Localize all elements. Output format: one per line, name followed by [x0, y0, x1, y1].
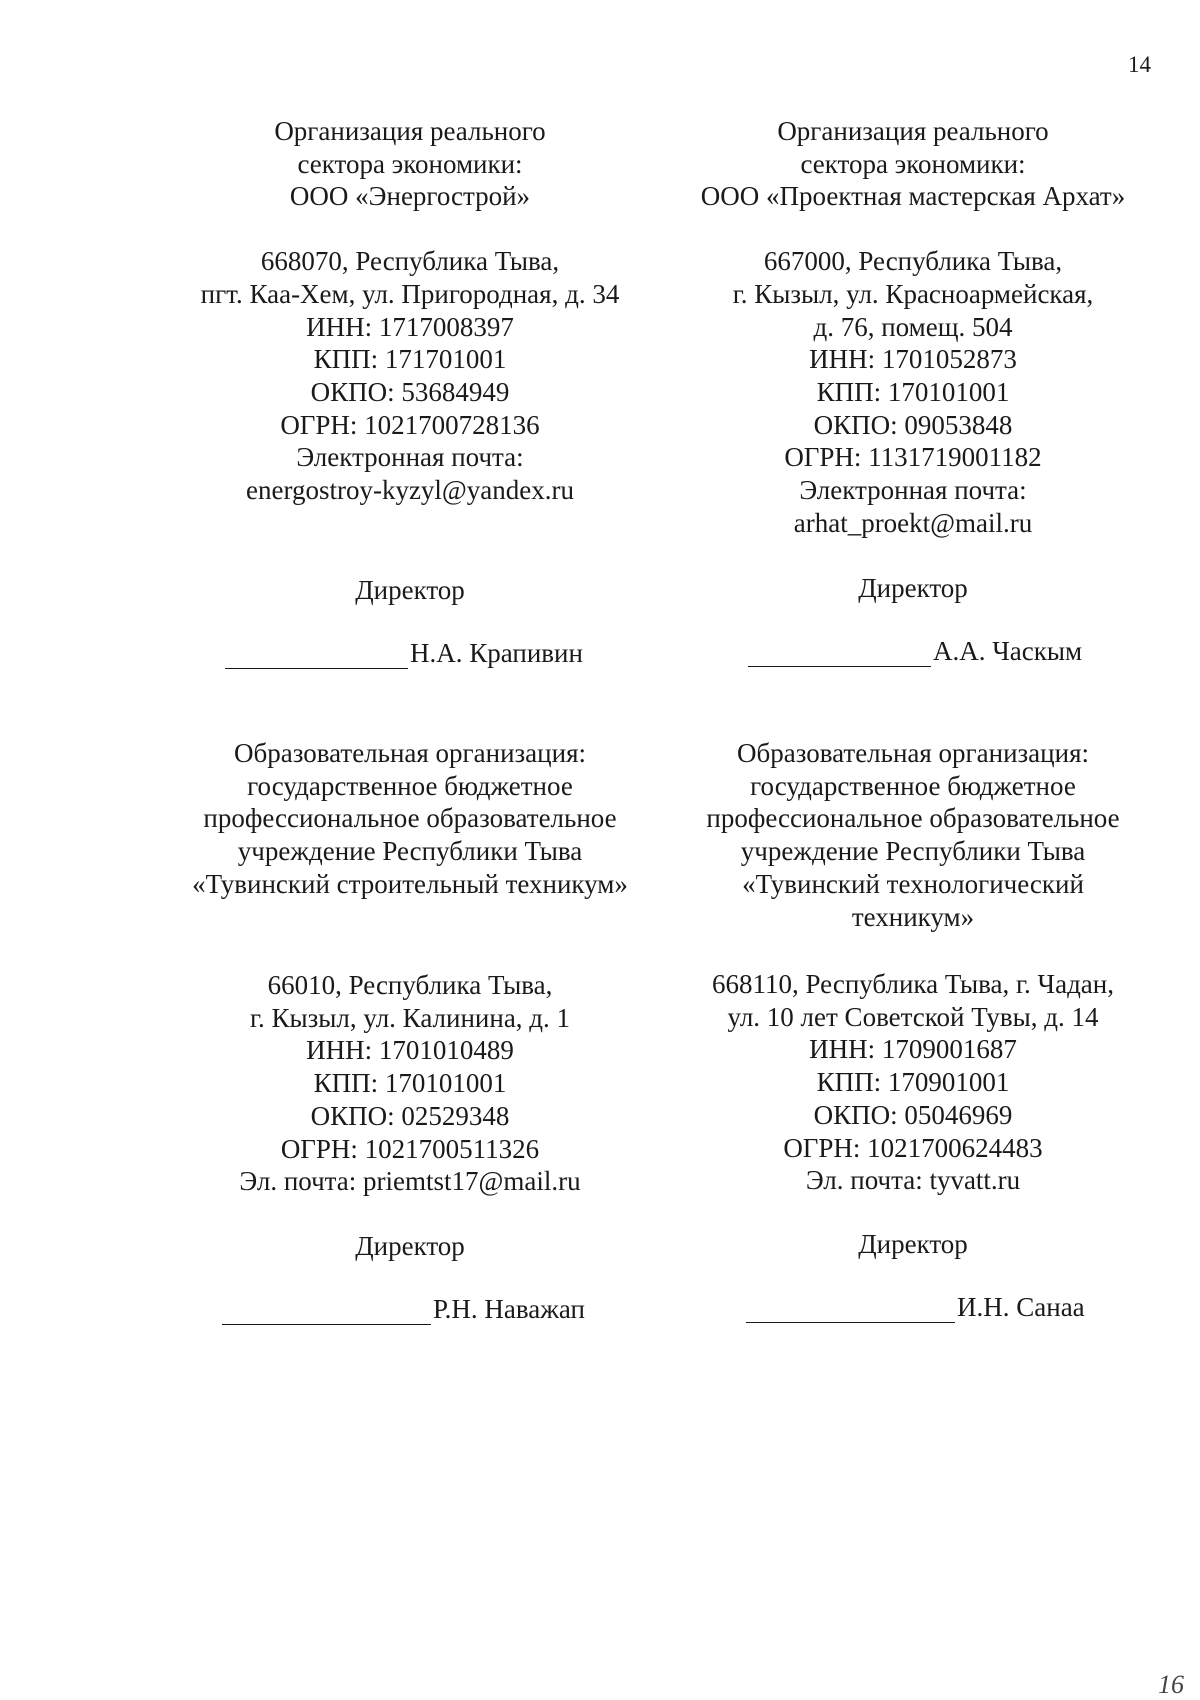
okpo: ОКПО: 09053848: [813, 409, 1013, 440]
left-bottom-details: [135, 969, 685, 1198]
left-top-org-block: [135, 115, 685, 507]
address-line: г. Кызыл, ул. Калинина, д. 1: [249, 1002, 571, 1033]
org-type-line: Организация реального: [777, 116, 1049, 146]
ogrn: ОГРН: 1021700624483: [783, 1132, 1043, 1163]
org-name-line: государственное бюджетное: [247, 770, 573, 801]
position-title: Директор: [355, 1231, 465, 1261]
org-name-line: государственное бюджетное: [750, 770, 1076, 801]
position-title: Директор: [858, 1229, 968, 1259]
org-type: Образовательная организация:: [736, 738, 1089, 768]
email: Эл. почта: priemtst17@mail.ru: [239, 1166, 581, 1197]
org-name-line: учреждение Республики Тыва: [237, 836, 583, 867]
ogrn: ОГРН: 1021700728136: [280, 409, 540, 440]
left-top-signature: [225, 638, 583, 669]
kpp: КПП: 170901001: [816, 1067, 1010, 1098]
left-bottom-signature: [222, 1294, 585, 1325]
okpo: ОКПО: 02529348: [310, 1100, 510, 1131]
org-name: ООО «Энергострой»: [289, 181, 531, 212]
inn: ИНН: 1709001687: [809, 1034, 1017, 1065]
org-type-line: Организация реального: [274, 116, 546, 146]
address-line: г. Кызыл, ул. Красноармейская,: [732, 278, 1094, 309]
position-title: Директор: [355, 575, 465, 605]
left-bottom-org-block: [135, 737, 685, 901]
email: Эл. почта: tyvatt.ru: [805, 1165, 1021, 1196]
left-top-position: [135, 574, 685, 607]
address-line: ул. 10 лет Советской Тувы, д. 14: [727, 1001, 1099, 1032]
org-type-line: сектора экономики:: [800, 148, 1026, 179]
org-name-line: учреждение Республики Тыва: [740, 836, 1086, 867]
signatory-name: А.А. Часкым: [933, 636, 1083, 666]
okpo: ОКПО: 05046969: [813, 1099, 1013, 1130]
org-name-line: техникум»: [851, 901, 975, 932]
left-bottom-position: [135, 1230, 685, 1263]
kpp: КПП: 171701001: [313, 344, 507, 375]
org-type: Образовательная организация:: [233, 738, 586, 768]
org-name-line: профессиональное образовательное: [706, 803, 1120, 834]
kpp: КПП: 170101001: [816, 376, 1010, 407]
kpp: КПП: 170101001: [313, 1068, 507, 1099]
signature-line: [748, 642, 931, 667]
address-line: 668070, Республика Тыва,: [260, 246, 560, 277]
okpo: ОКПО: 53684949: [310, 376, 510, 407]
right-top-position: [653, 572, 1173, 605]
signature-line: [225, 644, 408, 669]
handwritten-page-number: 16: [1158, 1670, 1184, 1699]
email: arhat_proekt@mail.ru: [793, 507, 1033, 538]
address-line: пгт. Каа-Хем, ул. Пригородная, д. 34: [200, 278, 620, 309]
org-name: ООО «Проектная мастерская Архат»: [700, 181, 1126, 212]
address-line: д. 76, помещ. 504: [813, 311, 1013, 342]
email-label: Электронная почта:: [296, 442, 524, 473]
inn: ИНН: 1701010489: [306, 1035, 514, 1066]
page-number: 14: [1128, 52, 1151, 77]
inn: ИНН: 1717008397: [306, 311, 514, 342]
address-line: 667000, Республика Тыва,: [763, 246, 1063, 277]
right-top-signature: [748, 636, 1082, 667]
signatory-name: И.Н. Санаа: [957, 1292, 1085, 1322]
right-bottom-org-block: [653, 737, 1173, 933]
right-top-org-block: [653, 115, 1173, 539]
email: energostroy-kyzyl@yandex.ru: [245, 475, 575, 506]
signatory-name: Р.Н. Наважап: [433, 1294, 585, 1324]
ogrn: ОГРН: 1021700511326: [280, 1133, 540, 1164]
right-bottom-details: [653, 968, 1173, 1197]
org-name-line: профессиональное образовательное: [203, 803, 617, 834]
address-line: 668110, Республика Тыва, г. Чадан,: [712, 969, 1114, 999]
org-name-line: «Тувинский строительный техникум»: [192, 868, 628, 899]
ogrn: ОГРН: 1131719001182: [784, 442, 1042, 473]
org-name-line: «Тувинский технологический: [742, 868, 1084, 899]
signature-line: [746, 1298, 955, 1323]
signature-line: [222, 1300, 431, 1325]
inn: ИНН: 1701052873: [809, 344, 1017, 375]
address-line: 66010, Республика Тыва,: [267, 970, 553, 1000]
email-label: Электронная почта:: [799, 475, 1027, 506]
org-type-line: сектора экономики:: [297, 148, 523, 179]
right-bottom-signature: [746, 1292, 1085, 1323]
signatory-name: Н.А. Крапивин: [410, 638, 583, 668]
position-title: Директор: [858, 573, 968, 603]
right-bottom-position: [653, 1228, 1173, 1261]
